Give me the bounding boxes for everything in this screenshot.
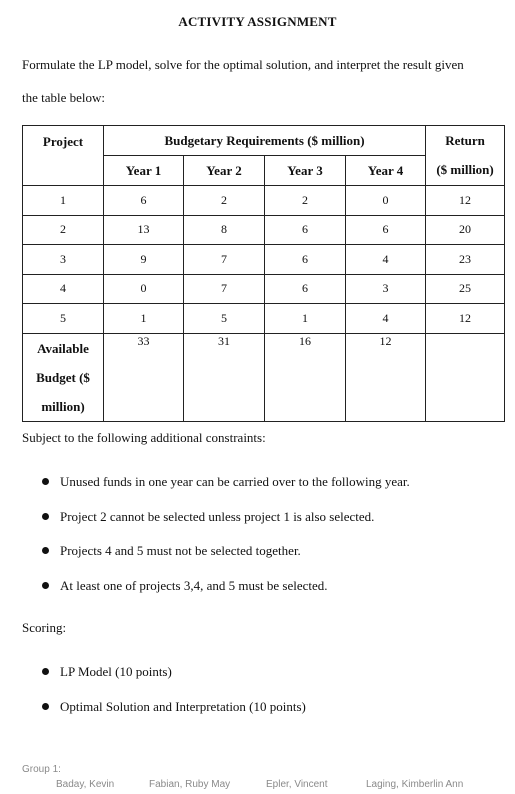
table-row xyxy=(23,274,505,304)
constraint-text: Unused funds in one year can be carried over to the following year. xyxy=(60,474,410,489)
cell-year-1: 9 xyxy=(104,245,184,275)
table-header-row xyxy=(23,126,505,156)
cell-year-2: 7 xyxy=(184,274,265,304)
table-row xyxy=(23,215,505,245)
available-year-4: 12 xyxy=(346,333,426,421)
cell-year-4: 0 xyxy=(346,186,426,216)
list-item xyxy=(40,542,410,577)
header-year-2: Year 2 xyxy=(184,156,265,186)
cell-year-3: 6 xyxy=(265,245,346,275)
bullet-icon xyxy=(42,547,49,554)
list-item xyxy=(40,663,306,698)
header-return: Return xyxy=(426,126,505,156)
list-item xyxy=(40,698,306,733)
available-year-3: 16 xyxy=(265,333,346,421)
available-budget-label xyxy=(23,333,104,421)
constraint-text: Project 2 cannot be selected unless project 1 is also selected. xyxy=(60,508,375,524)
intro-line-1: Formulate the LP model, solve for the optimal solution, and interpret the result given xyxy=(22,57,464,72)
available-return-empty xyxy=(426,333,505,421)
cell-return: 12 xyxy=(426,186,505,216)
cell-year-3: 1 xyxy=(265,304,346,334)
cell-project: 2 xyxy=(23,215,104,245)
group-member: Fabian, Ruby May xyxy=(149,779,231,790)
constraints-list xyxy=(40,473,410,612)
budget-table xyxy=(22,125,505,422)
scoring-list xyxy=(40,663,306,732)
cell-project: 5 xyxy=(23,304,104,334)
group-label: Group 1: xyxy=(22,764,61,775)
cell-year-2: 7 xyxy=(184,245,265,275)
table-row xyxy=(23,186,505,216)
header-return-unit: ($ million) xyxy=(426,156,505,186)
cell-year-4: 6 xyxy=(346,215,426,245)
available-budget-row xyxy=(23,333,505,421)
scoring-heading: Scoring: xyxy=(22,620,67,635)
header-budget: Budgetary Requirements ($ million) xyxy=(104,126,426,156)
cell-year-1: 1 xyxy=(104,304,184,334)
cell-year-2: 2 xyxy=(184,186,265,216)
group-member: Baday, Kevin xyxy=(56,779,115,790)
cell-return: 20 xyxy=(426,215,505,245)
bullet-icon xyxy=(42,668,49,675)
header-year-4: Year 4 xyxy=(346,156,426,186)
group-member: Laging, Kimberlin Ann xyxy=(366,779,464,790)
cell-project: 4 xyxy=(23,274,104,304)
bullet-icon xyxy=(42,478,49,485)
scoring-text: LP Model (10 points) xyxy=(60,664,172,679)
cell-year-2: 8 xyxy=(184,215,265,245)
available-label-line-2: Budget ($ xyxy=(36,369,90,385)
constraint-text: Projects 4 and 5 must not be selected together. xyxy=(60,543,301,559)
bullet-icon xyxy=(42,703,49,710)
cell-year-4: 4 xyxy=(346,304,426,334)
cell-year-3: 6 xyxy=(265,215,346,245)
cell-year-4: 3 xyxy=(346,274,426,304)
cell-year-1: 13 xyxy=(104,215,184,245)
available-label-line-3: million) xyxy=(41,398,85,414)
cell-project: 3 xyxy=(23,245,104,275)
cell-year-4: 4 xyxy=(346,245,426,275)
cell-return: 12 xyxy=(426,304,505,334)
cell-year-1: 0 xyxy=(104,274,184,304)
intro-line-2: the table below: xyxy=(22,90,106,105)
bullet-icon xyxy=(42,513,49,520)
cell-year-1: 6 xyxy=(104,186,184,216)
table-row xyxy=(23,304,505,334)
list-item xyxy=(40,508,410,543)
header-year-3: Year 3 xyxy=(265,156,346,186)
available-year-2: 31 xyxy=(184,333,265,421)
cell-return: 25 xyxy=(426,274,505,304)
scoring-text: Optimal Solution and Interpretation (10 points) xyxy=(60,698,306,714)
constraint-text: At least one of projects 3,4, and 5 must be selected. xyxy=(60,578,328,594)
cell-return: 23 xyxy=(426,245,505,275)
group-member: Epler, Vincent xyxy=(266,779,328,790)
page-title: ACTIVITY ASSIGNMENT xyxy=(178,14,337,29)
cell-year-3: 2 xyxy=(265,186,346,216)
bullet-icon xyxy=(42,582,49,589)
header-project: Project xyxy=(23,126,104,186)
list-item xyxy=(40,577,410,612)
cell-project: 1 xyxy=(23,186,104,216)
cell-year-3: 6 xyxy=(265,274,346,304)
table-row xyxy=(23,245,505,275)
available-year-1: 33 xyxy=(104,333,184,421)
constraints-heading: Subject to the following additional constraints: xyxy=(22,430,266,445)
cell-year-2: 5 xyxy=(184,304,265,334)
list-item xyxy=(40,473,410,508)
available-label-line-1: Available xyxy=(37,340,89,356)
header-year-1: Year 1 xyxy=(104,156,184,186)
